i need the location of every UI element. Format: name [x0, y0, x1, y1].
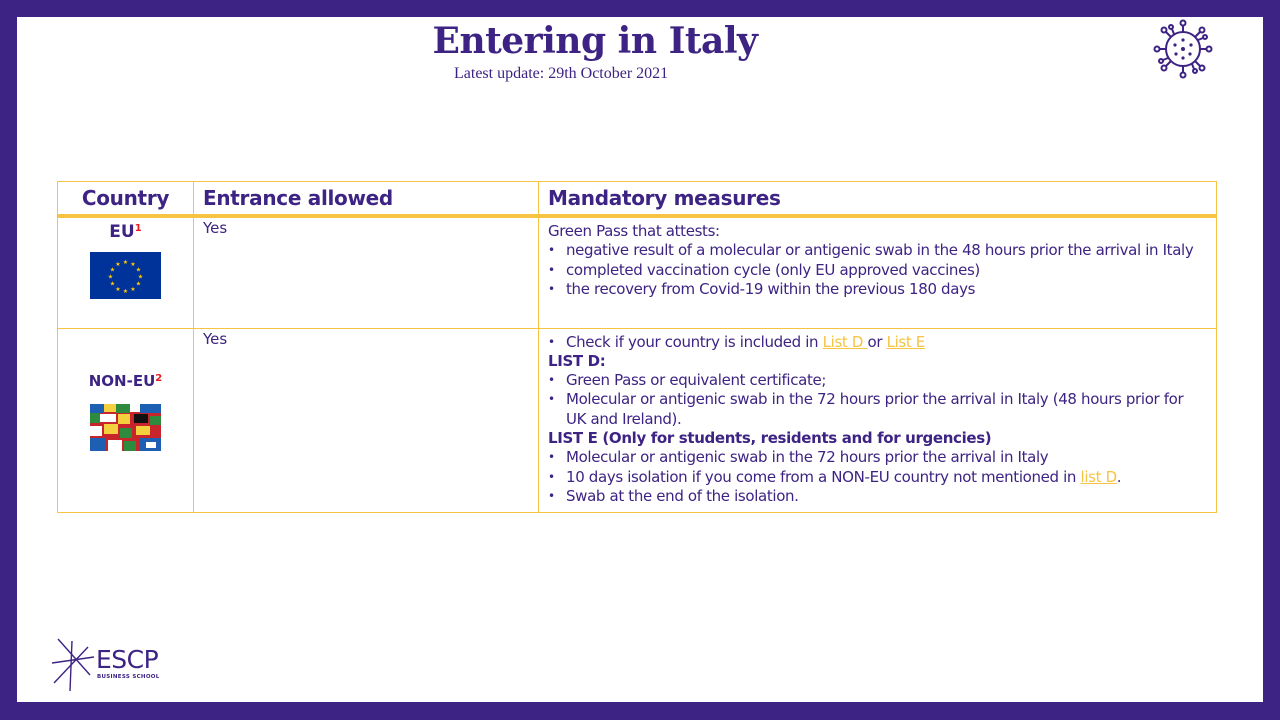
table-header-row — [58, 182, 1217, 217]
list-item: • Molecular or antigenic swab in the 72 hours prior the arrival in Italy — [548, 448, 1049, 467]
column-header-entrance-allowed: Entrance allowed — [194, 182, 539, 217]
list-e-link[interactable]: List E — [886, 332, 925, 351]
svg-text:★: ★ — [122, 288, 129, 295]
svg-text:★: ★ — [135, 280, 142, 288]
svg-text:★: ★ — [135, 266, 142, 274]
virus-icon — [1153, 19, 1213, 79]
list-item: • Check if your country is included in List D or List E — [548, 332, 925, 351]
country-cell-non-eu — [58, 328, 194, 513]
column-header-country: Country — [58, 182, 194, 217]
logo-brand: ESCP — [96, 645, 159, 674]
footnote-marker: 2 — [155, 372, 163, 384]
last-update: Latest update: 29th October 2021 — [454, 65, 669, 82]
svg-text:★: ★ — [122, 259, 129, 266]
list-item: • completed vaccination cycle (only EU approved vaccines) — [548, 260, 980, 279]
svg-text:★: ★ — [130, 261, 136, 268]
measures-eu — [539, 216, 1217, 328]
list-item: • Green Pass or equivalent certificate; — [548, 371, 827, 390]
world-flags-icon — [90, 404, 161, 451]
table-row-eu — [58, 216, 1217, 328]
list-item: • negative result of a molecular or antigenic swab in the 48 hours prior the arrival in Italy — [548, 241, 1194, 260]
svg-text:★: ★ — [115, 286, 121, 293]
svg-text:★: ★ — [130, 286, 136, 293]
entrance-allowed-eu: Yes — [194, 216, 539, 328]
logo-tagline: BUSINESS SCHOOL — [97, 674, 160, 680]
table-row-non-eu — [58, 328, 1217, 513]
column-header-mandatory-measures: Mandatory measures — [539, 182, 1217, 217]
footnote-marker: 1 — [134, 223, 142, 234]
page-title: Entering in Italy — [432, 20, 758, 62]
entrance-allowed-non-eu: Yes — [194, 328, 539, 513]
list-item: • Swab at the end of the isolation. — [548, 486, 799, 505]
country-name: EU$^1$ — [109, 222, 142, 242]
list-d-link-inline[interactable]: list D — [1080, 467, 1117, 486]
escp-star-icon — [50, 637, 96, 693]
entry-requirements-table — [57, 181, 1217, 513]
svg-text:★: ★ — [107, 273, 114, 281]
slide — [17, 17, 1263, 702]
list-e-heading: LIST E (Only for students, residents and for urgencies) — [548, 428, 992, 447]
svg-text:★: ★ — [137, 273, 144, 281]
measures-intro: Green Pass that attests: — [548, 222, 720, 240]
eu-flag-icon — [90, 252, 161, 299]
measures-non-eu — [539, 328, 1217, 513]
svg-text:★: ★ — [109, 266, 116, 274]
list-item: • Molecular or antigenic swab in the 72 hours prior the arrival in Italy (48 hours prior for UK and Ireland). — [548, 390, 1184, 428]
escp-logo — [50, 637, 190, 697]
country-name: NON-EU$^2$ — [88, 371, 163, 390]
svg-text:★: ★ — [109, 280, 116, 288]
list-item: • the recovery from Covid-19 within the previous 180 days — [548, 279, 976, 298]
country-cell-eu — [58, 216, 194, 328]
list-d-heading: LIST D: — [548, 351, 606, 370]
list-item: • 10 days isolation if you come from a NON-EU country not mentioned in list D. — [548, 467, 1122, 486]
list-d-link[interactable]: List D — [822, 332, 868, 351]
svg-text:★: ★ — [115, 261, 121, 268]
